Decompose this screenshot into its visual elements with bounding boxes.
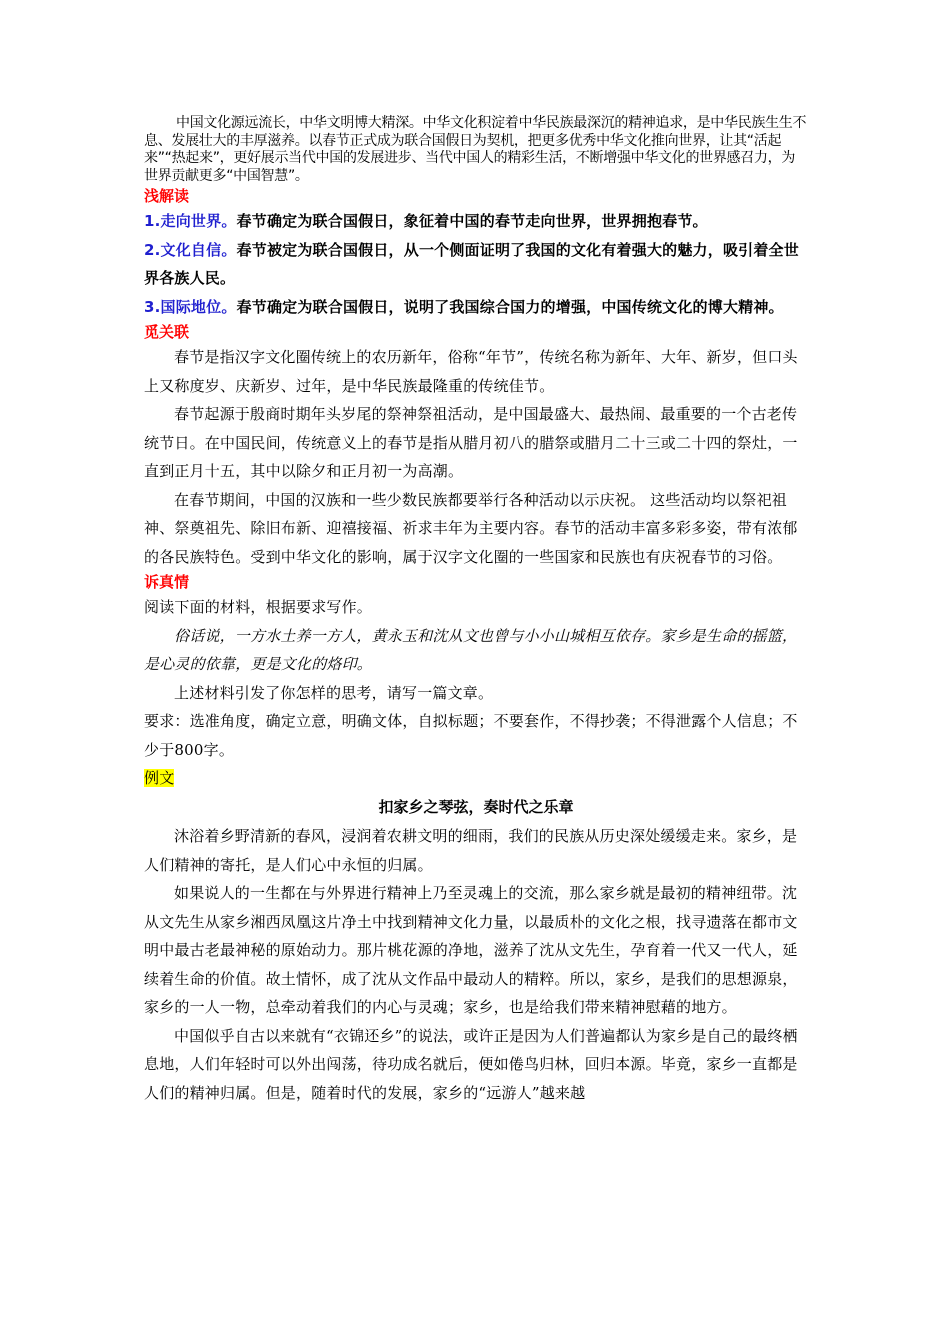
writing-instruction: 阅读下面的材料，根据要求写作。 [144,598,373,616]
writing-material: 俗话说，一方水土养一方人，黄永玉和沈从文也曾与小小山城相互依存。家乡是生命的摇篮，是心灵的依靠，更是文化的烙印。 [144,626,798,673]
document-page [144,115,808,1107]
heading-related: 觅关联 [144,323,190,341]
point-text: 春节确定为联合国假日，象征着中国的春节走向世界，世界拥抱春节。 [236,212,708,230]
point-text: 春节被定为联合国假日，从一个侧面证明了我国的文化有着强大的魅力，吸引着全世界各族人民。 [144,240,799,287]
essay-title: 扣家乡之琴弦，奏时代之乐章 [378,798,574,816]
related-paragraph: 春节起源于殷商时期年头岁尾的祭神祭祖活动，是中国最盛大、最热闹、最重要的一个古老传统节日。在中国民间，传统意义上的春节是指从腊月初八的腊祭或腊月二十三或二十四的祭灶，一直到正月十五，其中以除夕和正月初一为高潮。 [144,405,798,480]
essay-label-row [144,764,808,792]
writing-prompt: 上述材料引发了你怎样的思考，请写一篇文章。 [174,683,494,702]
intro-paragraph: 中国文化源远流长，中华文明博大精深。中华文化积淀着中华民族最深沉的精神追求，是中华民族生生不息、发展壮大的丰厚滋养。以春节正式成为联合国假日为契机，把更多优秀中华文化推向世界，让其“活起来”“热起来”，更好展示当代中国的发展进步、当代中国人的精彩生活，不断增强中华文化的世界感召力，为世界贡献更多“中国智慧”。 [144,115,807,184]
point-2 [144,236,808,293]
point-3 [144,293,808,322]
related-paragraph: 在春节期间，中国的汉族和一些少数民族都要举行各种活动以示庆祝。 这些活动均以祭祀祖神、祭奠祖先、除旧布新、迎禧接福、祈求丰年为主要内容。春节的活动丰富多彩多姿，带有浓郁的各民族特色。受到中华文化的影响，属于汉字文化圈的一些国家和民族也有庆祝春节的习俗。 [144,490,798,566]
point-text: 春节确定为联合国假日，说明了我国综合国力的增强，中国传统文化的博大精神。 [236,297,784,316]
point-lead: 1.走向世界。 [144,212,237,230]
related-paragraph: 春节是指汉字文化圈传统上的农历新年，俗称“年节”，传统名称为新年、大年、新岁，但口头上又称度岁、庆新岁、过年，是中华民族最隆重的传统佳节。 [144,348,798,395]
essay-paragraph: 如果说人的一生都在与外界进行精神上乃至灵魂上的交流，那么家乡就是最初的精神纽带。沈从文先生从家乡湘西凤凰这片净土中找到精神文化力量，以最质朴的文化之根，找寻遗落在都市文明中最古老最神秘的原始动力。那片桃花源的净地，滋养了沈从文先生，孕育着一代又一代人，延续着生命的价值。故土情怀，成了沈从文作品中最动人的精粹。所以，家乡，是我们的思想源泉，家乡的一人一物，总牵动着我们的内心与灵魂；家乡，也是给我们带来精神慰藉的地方。 [144,884,798,1016]
point-1 [144,207,808,236]
essay-label: 例文 [144,769,175,787]
heading-reading: 浅解读 [144,187,190,205]
essay-paragraph: 沐浴着乡野清新的春风，浸润着农耕文明的细雨，我们的民族从历史深处缓缓走来。家乡，是人们精神的寄托，是人们心中永恒的归属。 [144,827,798,874]
point-lead: 2.文化自信。 [144,240,237,259]
heading-writing: 诉真情 [144,573,190,591]
writing-requirements: 要求：选准角度，确定立意，明确文体，自拟标题；不要套作，不得抄袭；不得泄露个人信息；不少于800字。 [144,712,798,759]
point-lead: 3.国际地位。 [144,297,237,316]
essay-paragraph: 中国似乎自古以来就有“衣锦还乡”的说法，或许正是因为人们普遍都认为家乡是自己的最终栖息地，人们年轻时可以外出闯荡，待功成名就后，便如倦鸟归林，回归本源。毕竟，家乡一直都是人们的精神归属。但是，随着时代的发展，家乡的“远游人”越来越 [144,1026,798,1102]
